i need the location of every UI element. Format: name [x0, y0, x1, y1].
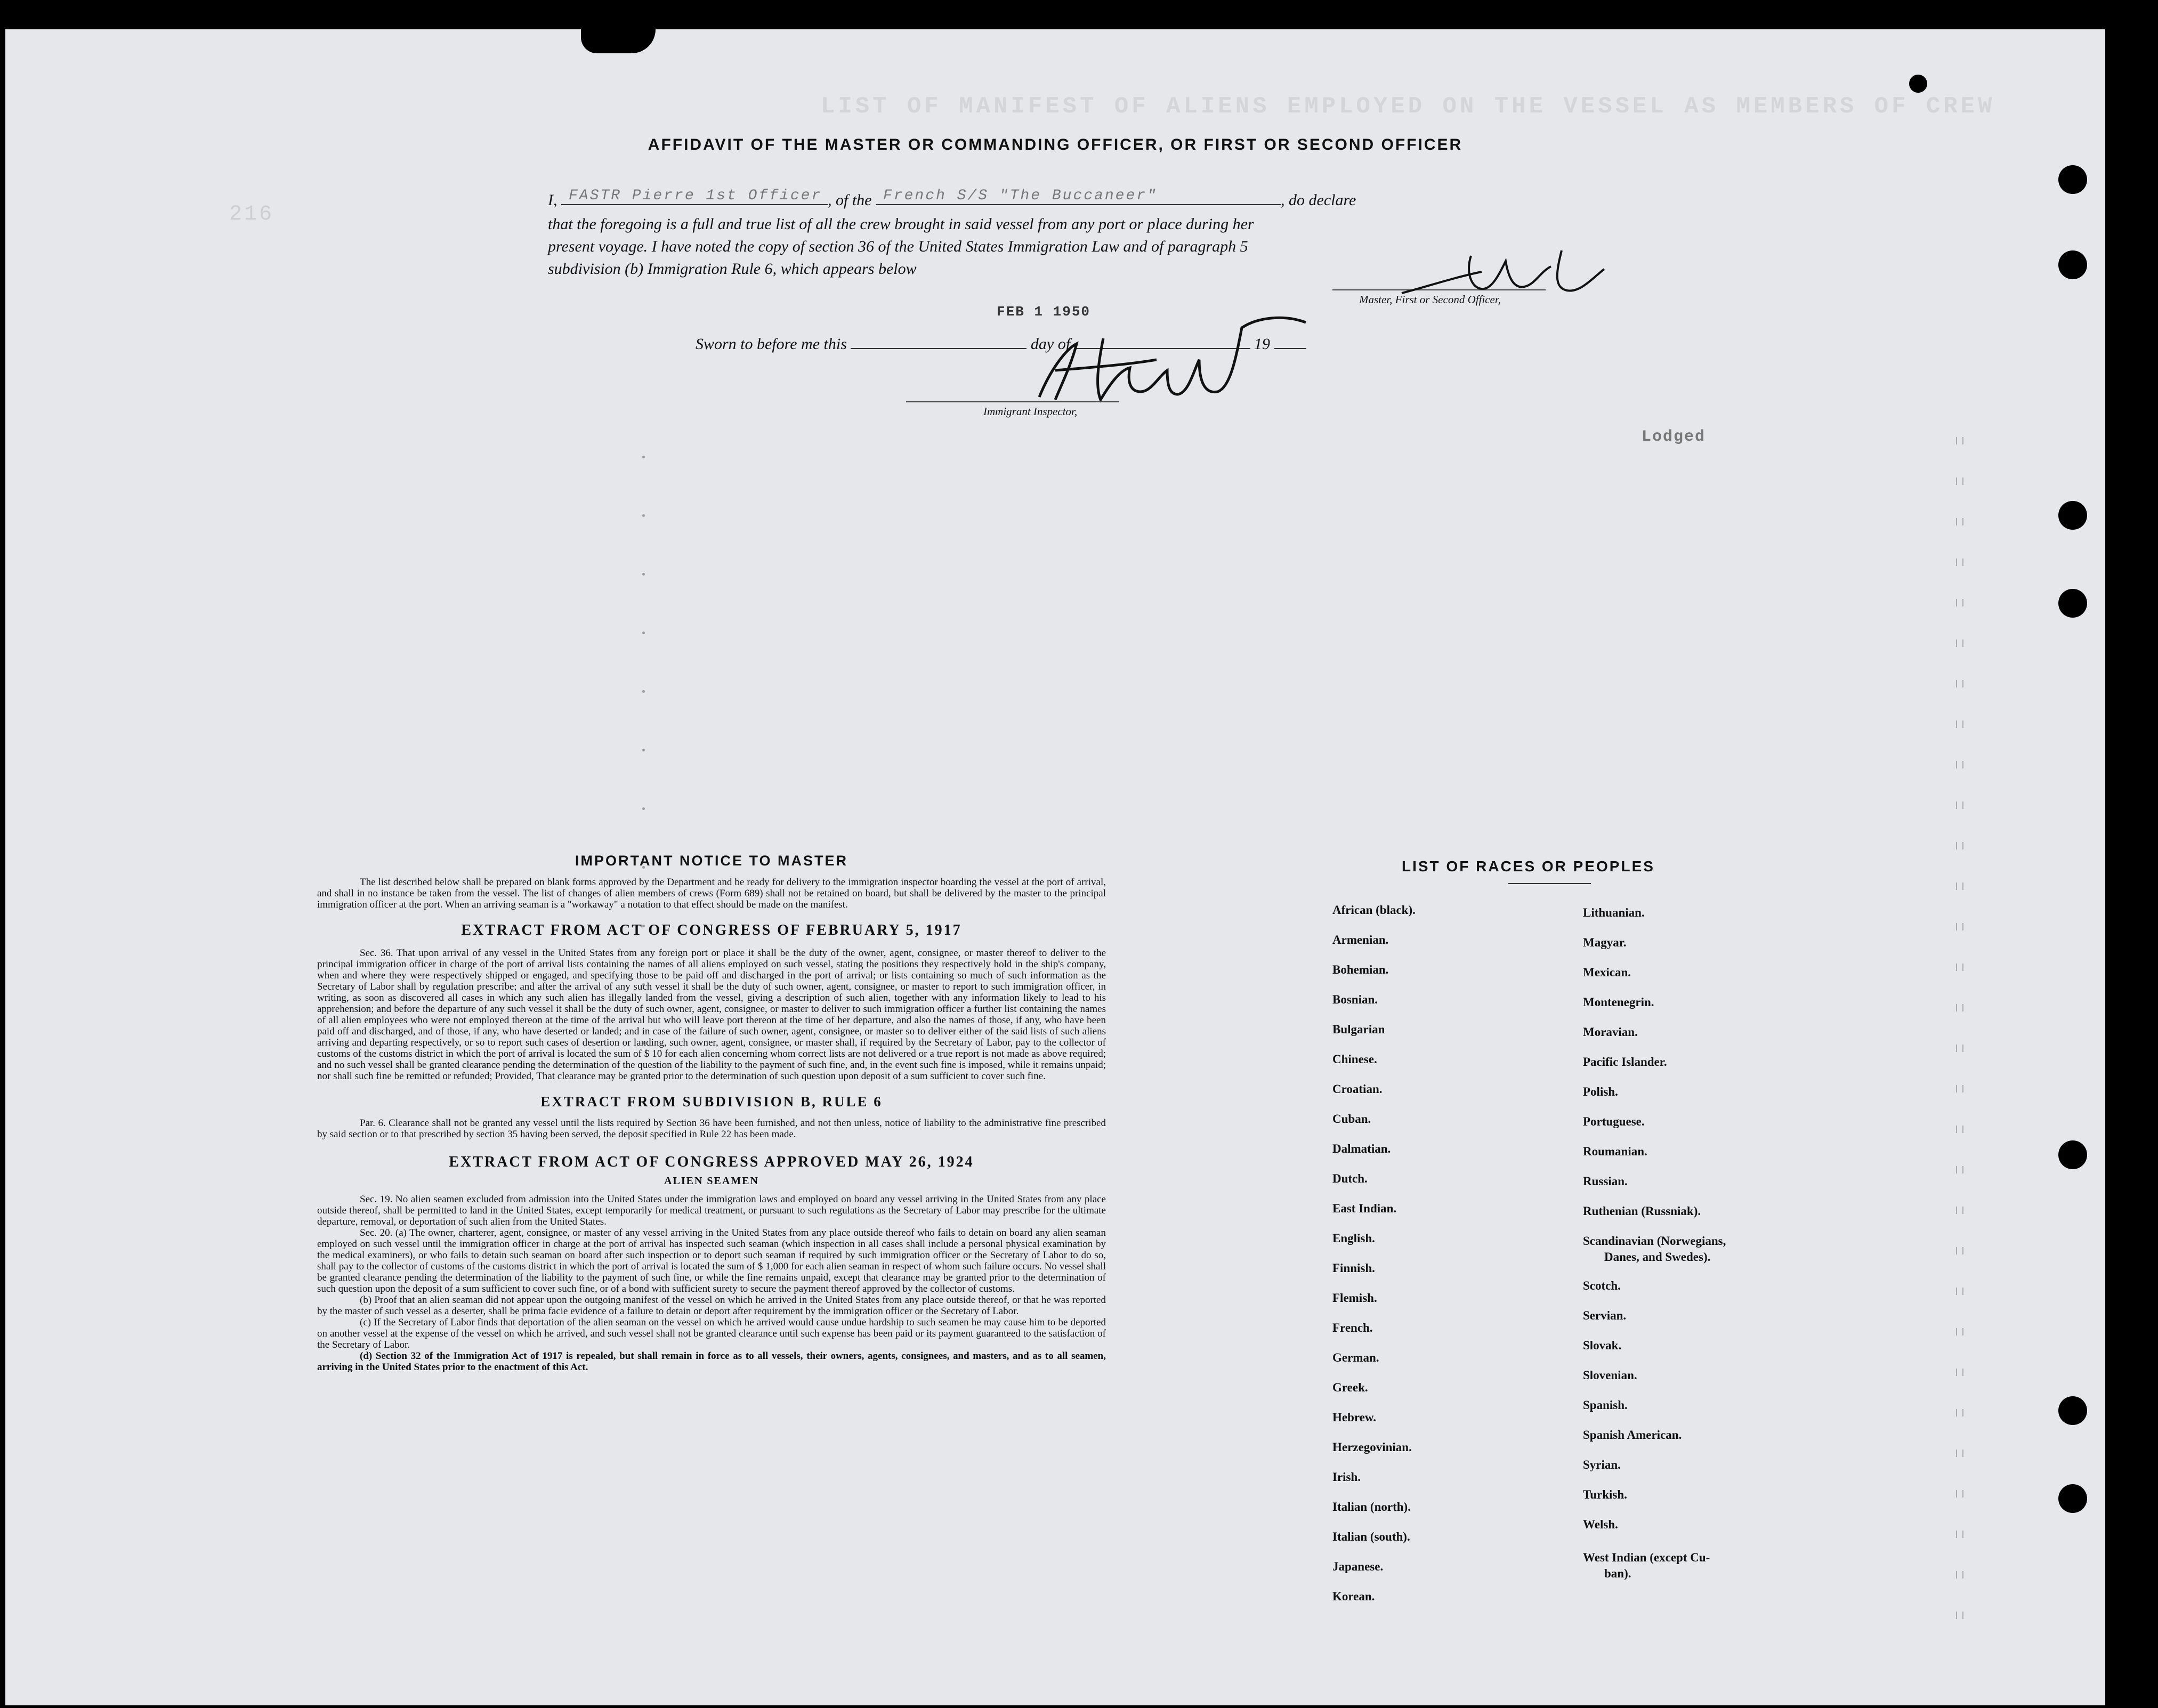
sworn-label: Sworn to before me this	[696, 335, 847, 353]
affidavit-declaration-line	[548, 189, 1356, 209]
race-item: Portuguese.	[1583, 1115, 1645, 1128]
ditto-mark	[1956, 1247, 1963, 1254]
punch-hole	[2058, 1396, 2087, 1425]
races-column-left	[1332, 903, 1546, 1649]
race-item: Slovak.	[1583, 1339, 1622, 1352]
officer-name-field	[561, 189, 828, 205]
vessel-name-typed: French S/S "The Buccaneer"	[883, 188, 1158, 204]
race-item: Mexican.	[1583, 966, 1631, 979]
punch-hole	[2058, 165, 2087, 194]
race-item: English.	[1332, 1232, 1375, 1245]
affidavit-body-line: that the foregoing is a full and true list of all the crew brought in said vessel from any port or place during her	[548, 215, 1254, 233]
top-edge-tear	[581, 29, 656, 53]
race-item: Hebrew.	[1332, 1411, 1376, 1424]
race-item: Bohemian.	[1332, 963, 1389, 976]
race-item: Slovenian.	[1583, 1369, 1637, 1382]
ditto-mark	[1956, 437, 1963, 444]
notice-text: The list described below shall be prepared on blank forms approved by the Department and be ready for delivery to the immigration inspector boarding the vessel at the port of arrival, and shall in no instance be taken from the vessel. The list of changes of alien members of crews (Form 689) shall not be retained on board, but shall be delivered by the master to the principal immigration officer at the port. When an arriving seaman is a "workaway" a notation to that effect should be made on the manifest.	[317, 877, 1106, 910]
race-item: ban).	[1604, 1567, 1631, 1580]
race-item: Cuban.	[1332, 1112, 1371, 1126]
race-item: Japanese.	[1332, 1560, 1384, 1573]
race-item: Korean.	[1332, 1590, 1375, 1603]
race-item: Bosnian.	[1332, 993, 1378, 1006]
ditto-mark	[1956, 1612, 1963, 1619]
ditto-mark	[1956, 518, 1963, 525]
ditto-mark	[1956, 1409, 1963, 1416]
race-item: Bulgarian	[1332, 1023, 1385, 1036]
notice-heading: IMPORTANT NOTICE TO MASTER	[575, 853, 848, 869]
ditto-mark	[1956, 923, 1963, 930]
ditto-mark	[1956, 883, 1963, 890]
extract3-heading: EXTRACT FROM ACT OF CONGRESS APPROVED MAY 26, 1924	[449, 1154, 974, 1170]
inspector-signature-line	[906, 401, 1119, 402]
faint-dot	[642, 514, 645, 517]
ditto-mark	[1956, 802, 1963, 809]
race-item: Chinese.	[1332, 1053, 1377, 1066]
bleed-through-annotation: Lodged	[1642, 428, 1706, 446]
race-item: Italian (north).	[1332, 1500, 1411, 1513]
faint-dot	[642, 456, 645, 458]
race-item: West Indian (except Cu-	[1583, 1551, 1710, 1564]
race-item: Dutch.	[1332, 1172, 1368, 1185]
race-item: Pacific Islander.	[1583, 1055, 1667, 1068]
extract3-paragraph: (d) Section 32 of the Immigration Act of 1917 is repealed, but shall remain in force as to all vessels, their owners, agents, consignees, and masters, and as to all seamen, arriving in the United States prior to the enactment of this Act.	[317, 1350, 1106, 1373]
extract3-paragraph: (b) Proof that an alien seaman did not appear upon the outgoing manifest of the vessel on which he arrived in the United States from any place outside thereof, or that he was reported by the master of such vessel as a deserter, shall be prima facie evidence of a failure to detain or deport after requirement by the immigration officer or the Secretary of Labor.	[317, 1294, 1106, 1317]
race-item: Lithuanian.	[1583, 906, 1645, 919]
race-item: East Indian.	[1332, 1202, 1397, 1215]
extract3-paragraph: Sec. 20. (a) The owner, charterer, agent, consignee, or master of any vessel arriving in the United States from any place outside thereof who fails to detain on board any alien seaman employed on such vessel until the immigration officer in charge at the port of arrival has inspected such seaman (which inspection in all cases shall include a personal physical examination by the medical examiners), or who fails to detain such seaman on board after such inspection or to deport such seaman if required by such immigration officer or the Secretary of Labor to do so, shall pay to the collector of customs of the customs district in which the port of arrival is located the sum of $ 1,000 for each alien seaman in respect of whom such failure occurs. No vessel shall be granted clearance pending the determination of the liability to the payment of such fine, or while the fine remains unpaid, except that clearance may be granted prior to the determination of such question upon the deposit of a sum sufficient to cover such fine, or of a bond with sufficient surety to secure the payment thereof approved by the collector of customs.	[317, 1227, 1106, 1294]
ditto-mark	[1956, 599, 1963, 606]
ditto-mark	[1956, 1490, 1963, 1497]
extract2-heading: EXTRACT FROM SUBDIVISION B, RULE 6	[540, 1094, 883, 1110]
races-heading: LIST OF RACES OR PEOPLES	[1402, 858, 1655, 875]
ditto-mark	[1956, 964, 1963, 971]
race-item: Herzegovinian.	[1332, 1440, 1412, 1454]
race-item: Russian.	[1583, 1175, 1628, 1188]
race-item: Greek.	[1332, 1381, 1368, 1394]
faint-dot	[642, 573, 645, 576]
document-page	[5, 29, 2105, 1705]
race-item: Croatian.	[1332, 1082, 1383, 1096]
race-item: Scotch.	[1583, 1279, 1621, 1292]
faint-dot	[642, 632, 645, 634]
sworn-day-field	[851, 333, 1027, 349]
ditto-mark	[1956, 1004, 1963, 1011]
race-item: Syrian.	[1583, 1458, 1621, 1471]
race-item: Dalmatian.	[1332, 1142, 1391, 1155]
ditto-mark	[1956, 477, 1963, 485]
race-item: Spanish American.	[1583, 1428, 1682, 1442]
race-item: French.	[1332, 1321, 1373, 1334]
ditto-mark	[1956, 842, 1963, 849]
ditto-mark	[1956, 1369, 1963, 1376]
ditto-mark	[1956, 1045, 1963, 1052]
officer-name-typed: FASTR Pierre 1st Officer	[569, 188, 822, 204]
ditto-mark	[1956, 640, 1963, 647]
extract3-paragraph: Sec. 19. No alien seamen excluded from admission into the United States under the immigration laws and employed on board any vessel arriving in the United States from any place outside thereof, shall be permitted to land in the United States, except temporarily for medical treatment, or pursuant to such regulations as the Secretary of Labor may prescribe for the ultimate departure, removal, or deportation of such alien from the United States.	[317, 1194, 1106, 1227]
ditto-mark	[1956, 1126, 1963, 1133]
races-column-right	[1583, 906, 1817, 1652]
do-declare-label: , do declare	[1281, 191, 1356, 209]
race-item: Italian (south).	[1332, 1530, 1410, 1543]
punch-hole	[2058, 589, 2087, 618]
ditto-mark	[1956, 1166, 1963, 1173]
ditto-mark	[1956, 1328, 1963, 1335]
race-item: Roumanian.	[1583, 1145, 1647, 1158]
bleed-through-header: LIST OF MANIFEST OF ALIENS EMPLOYED ON THE VESSEL AS MEMBERS OF CREW	[821, 93, 1995, 120]
affidavit-body-line: present voyage. I have noted the copy of section 36 of the United States Immigration Law and of paragraph 5	[548, 238, 1248, 255]
extract3-subheading: ALIEN SEAMEN	[664, 1175, 759, 1187]
race-item: Flemish.	[1332, 1291, 1377, 1305]
extract3-paragraph: (c) If the Secretary of Labor finds that deportation of the alien seaman on the vessel on which he arrived would cause undue hardship to such seamen he may cause him to be deported on another vessel at the expense of the vessel on which he arrived, and such vessel shall not be granted clearance until such expense has been paid or its payment guaranteed to the satisfaction of the Secretary of Labor.	[317, 1317, 1106, 1350]
race-item: Spanish.	[1583, 1398, 1628, 1412]
punch-hole	[2058, 250, 2087, 279]
punch-hole	[2058, 1140, 2087, 1169]
faint-dot	[642, 749, 645, 751]
affidavit-body-line: subdivision (b) Immigration Rule 6, which appears below	[548, 260, 917, 278]
ditto-mark	[1956, 680, 1963, 687]
inspector-caption: Immigrant Inspector,	[983, 405, 1078, 418]
affidavit-heading: AFFIDAVIT OF THE MASTER OR COMMANDING OFFICER, OR FIRST OR SECOND OFFICER	[648, 136, 1463, 153]
race-item: Danes, and Swedes).	[1604, 1250, 1711, 1264]
master-caption: Master, First or Second Officer,	[1359, 293, 1501, 306]
ditto-mark	[1956, 1571, 1963, 1579]
race-item: Moravian.	[1583, 1025, 1638, 1039]
ditto-mark	[1956, 1085, 1963, 1092]
faint-dot	[642, 807, 645, 810]
ditto-mark	[1956, 1207, 1963, 1214]
race-item: Finnish.	[1332, 1261, 1375, 1275]
race-item: Polish.	[1583, 1085, 1618, 1098]
race-item: Servian.	[1583, 1309, 1627, 1322]
race-item: African (black).	[1332, 903, 1416, 917]
year-prefix: 19	[1254, 335, 1271, 353]
extract2-text: Par. 6. Clearance shall not be granted any vessel until the lists required by Section 36 have been furnished, and not then unless, notice of liability to the administrative fine prescribed by said section or to that prescribed by section 35 having been served, the deposit specified in Rule 22 has been made.	[317, 1118, 1106, 1140]
race-item: Scandinavian (Norwegians,	[1583, 1234, 1726, 1248]
ditto-mark	[1956, 1288, 1963, 1295]
races-heading-rule	[1508, 883, 1591, 884]
ditto-mark	[1956, 1531, 1963, 1538]
received-date-stamp: FEB 1 1950	[997, 304, 1091, 320]
ditto-mark	[1956, 721, 1963, 728]
ditto-mark	[1956, 1450, 1963, 1457]
extract1-text: Sec. 36. That upon arrival of any vessel in the United States from any foreign port or place it shall be the duty of the owner, agent, consignee, or master thereof to deliver to the principal immigration officer in charge of the port of arrival lists containing the names of all aliens employed on such vessel, stating the positions they respectively hold in the ship's company, when and where they were respectively shipped or engaged, and specifying those to be paid off and discharged in the port of arrival; or lists containing so much of such information as the Secretary of Labor shall by regulation prescribe; and after the arrival of any such vessel it shall be the duty of such owner, agent, consignee, or master to report to such immigration officer, in writing, as soon as discovered all cases in which any such alien has illegally landed from the vessel, giving a description of such alien, together with any information likely to lead to his apprehension; and before the departure of any such vessel it shall be the duty of such owner, agent, consignee, or master to deliver to such immigration officer a further list containing the names of all alien employees who were not employed thereon at the time of the arrival but who will leave port thereon at the time of her departure, and also the names of those, if any, who have been paid off and discharged, and of those, if any, who have deserted or landed; and in case of the failure of such owner, agent, consignee, or master so to deliver either of the said lists of such aliens arriving and departing respectively, or so to report such cases of desertion or landing, such owner, agent, consignee, or master shall, if required by the Secretary of Labor, pay to the collector of customs of the customs district in which the port of arrival is located the sum of $ 10 for each alien concerning whom correct lists are not delivered or a true report is not made as above required; and no such vessel shall be granted clearance pending the determination of the question of the liability to the payment of such fine, and, in the event such fine is imposed, while it remains unpaid; nor shall such fine be remitted or refunded; Provided, That clearance may be granted prior to the determination of such question upon deposit of a sum sufficient to cover such fine.	[317, 948, 1106, 1082]
race-item: Ruthenian (Russniak).	[1583, 1204, 1701, 1218]
extract1-heading: EXTRACT FROM ACT OF CONGRESS OF FEBRUARY 5, 1917	[461, 922, 962, 938]
race-item: German.	[1332, 1351, 1379, 1364]
vessel-name-field	[876, 189, 1281, 205]
notice-section	[317, 853, 1106, 1373]
punch-hole	[2058, 1484, 2087, 1513]
day-of-label: day of	[1030, 335, 1071, 353]
race-item: Welsh.	[1583, 1518, 1618, 1531]
punch-hole	[2058, 501, 2087, 530]
race-item: Turkish.	[1583, 1488, 1627, 1501]
master-signature	[1391, 240, 1615, 309]
race-item: Magyar.	[1583, 936, 1627, 949]
bleed-through-page-number: 216	[229, 203, 274, 226]
faint-dot	[642, 690, 645, 693]
ditto-mark	[1956, 761, 1963, 768]
corner-blot	[1909, 75, 1927, 93]
race-item: Armenian.	[1332, 933, 1389, 946]
i-label: I,	[548, 191, 557, 209]
race-item: Montenegrin.	[1583, 995, 1654, 1009]
race-item: Irish.	[1332, 1470, 1361, 1484]
of-the-label: , of the	[828, 191, 872, 209]
ditto-mark	[1956, 558, 1963, 566]
